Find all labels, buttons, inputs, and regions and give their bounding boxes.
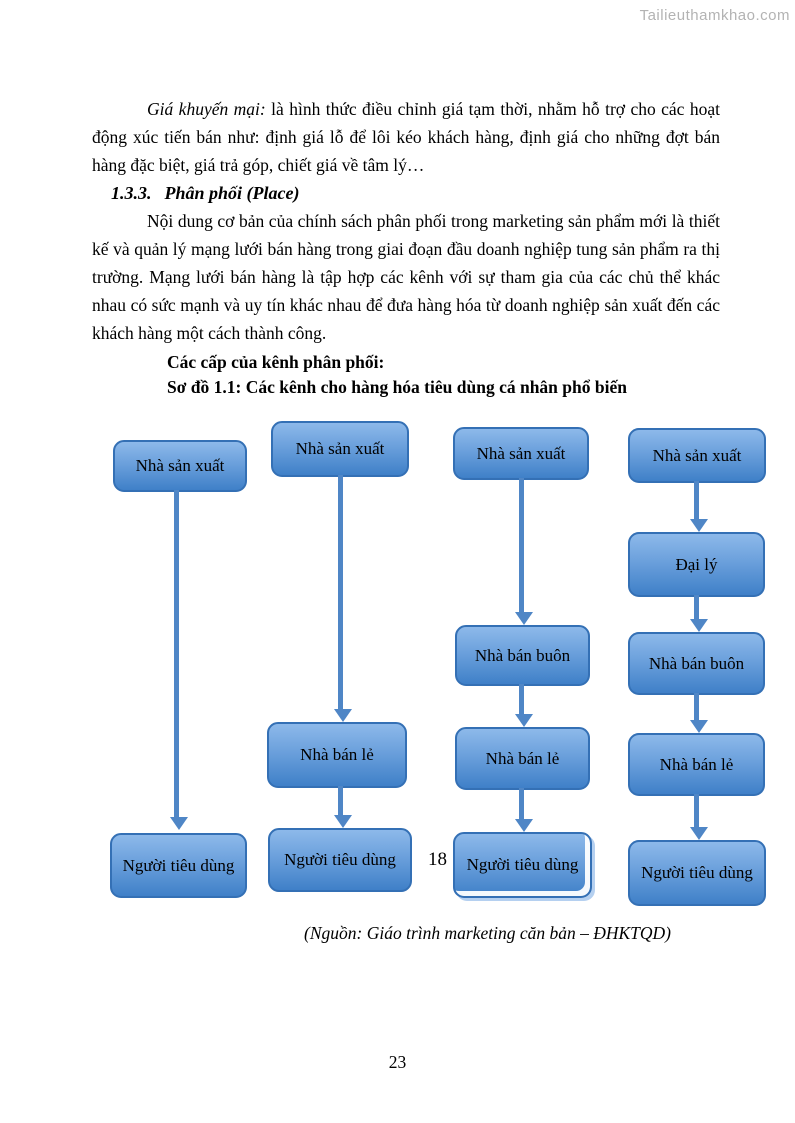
arrow-line [338,475,343,709]
node-label: Nhà bán lẻ [485,748,560,768]
arrow-line [694,481,699,519]
section-heading [111,179,720,207]
node-label: Nhà bán buôn [648,653,745,673]
section-number: 1.3.3. [111,183,152,203]
node-consumer [268,828,412,892]
node-label: Nhà bán buôn [474,645,571,665]
arrow-line [694,693,699,720]
node-retailer [267,722,407,788]
arrow-down-icon [690,619,708,632]
node-label: Người tiêu dùng [466,855,579,874]
node-consumer [110,833,247,898]
arrow-down-icon [690,720,708,733]
node-manufacturer [453,427,589,480]
arrow-down-icon [334,815,352,828]
paragraph-promo-pricing [92,95,720,179]
node-retailer [628,733,765,796]
diagram-caption: Sơ đồ 1.1: Các kênh cho hàng hóa tiêu dùng cá nhân phổ biến [167,377,627,397]
arrow-down-icon [690,827,708,840]
node-label: Người tiêu dùng [641,863,753,882]
node-consumer [628,840,766,906]
node-label: Nhà sản xuất [652,445,742,465]
source-citation: (Nguồn: Giáo trình marketing căn bản – ĐHKTQD) [304,923,671,943]
node-label: Nhà bán lẻ [659,754,734,774]
node-manufacturer [271,421,409,477]
arrow-line [519,788,524,819]
node-wholesaler [455,625,590,686]
arrow-line [694,794,699,827]
node-wholesaler [628,632,765,695]
arrow-down-icon [690,519,708,532]
node-label: Nhà sản xuất [476,443,566,463]
node-label: Nhà sản xuất [295,439,385,458]
node-retailer [455,727,590,790]
node-label: Người tiêu dùng [284,850,396,869]
arrow-down-icon [334,709,352,722]
arrow-line [694,595,699,619]
paragraph-lead-italic: Giá khuyến mại: [147,99,266,119]
arrow-line [174,490,179,817]
node-manufacturer [113,440,247,492]
arrow-down-icon [515,714,533,727]
arrow-line [519,478,524,612]
node-label: Nhà bán lẻ [300,745,374,764]
watermark: Tailieuthamkhao.com [639,7,790,24]
page-number: 23 [388,1052,407,1072]
arrow-down-icon [170,817,188,830]
node-consumer [453,832,592,898]
section-title: Phân phối (Place) [164,183,300,203]
arrow-line [519,684,524,714]
arrow-down-icon [515,612,533,625]
node-label: Người tiêu dùng [122,855,235,875]
body-text [92,95,720,400]
subheading-channel-levels: Các cấp của kênh phân phối: [167,352,385,372]
stray-page-number: 18 [428,849,447,870]
arrow-down-icon [515,819,533,832]
node-manufacturer [628,428,766,483]
node-agent [628,532,765,597]
arrow-line [338,786,343,815]
paragraph-body: là hình thức điều chỉnh giá tạm thời, nhằm hỗ trợ cho các hoạt động xúc tiến bán như: định giá lỗ để lôi kéo khách hàng, định giá cho những đợt bán hàng đặc biệt, giá trả góp, chiết giá về tâm lý… [92,99,720,175]
paragraph-distribution: Nội dung cơ bản của chính sách phân phối trong marketing sản phẩm mới là thiết kế và quản lý mạng lưới bán hàng trong giai đoạn đầu doanh nghiệp tung sản phẩm ra thị trường. Mạng lưới bán hàng là tập hợp các kênh với sự tham gia của các chủ thể khác nhau có sức mạnh và uy tín khác nhau để đưa hàng hóa từ doanh nghiệp sản xuất đến các khách hàng một cách thành công. [92,211,720,343]
node-label: Nhà sản xuất [135,456,225,475]
node-label: Đại lý [675,554,718,574]
